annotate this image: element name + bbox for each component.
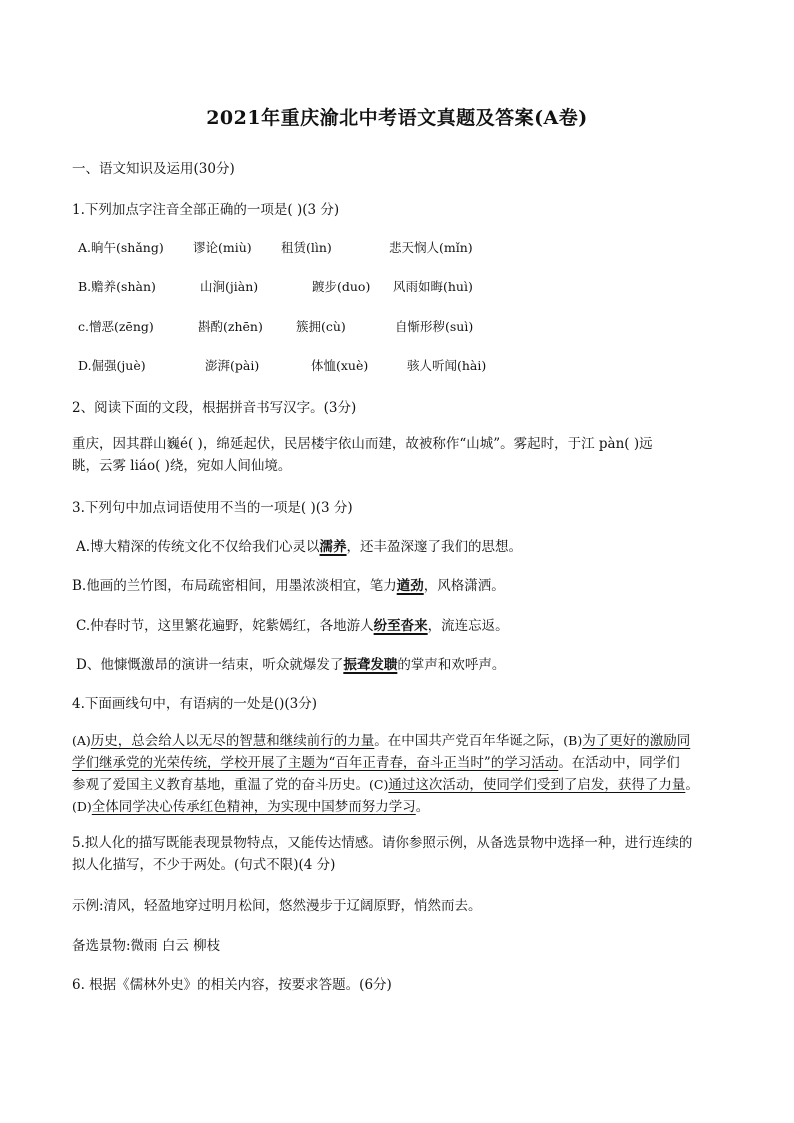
question-1-stem: 1.下列加点字注音全部正确的一项是( )(3 分) bbox=[72, 202, 340, 218]
question-2-passage-line-2: 眺，云雾 liáo( )绕，宛如人间仙境。 bbox=[72, 458, 292, 474]
option-a-keyword: 濡养 bbox=[319, 539, 347, 555]
option-b-4: 风雨如晦(huì) bbox=[393, 279, 473, 294]
option-a-text-end: ，还丰盈深邃了我们的思想。 bbox=[346, 539, 523, 555]
option-b-text: B.他画的兰竹图，布局疏密相间，用墨浓淡相宜，笔力 bbox=[72, 578, 397, 594]
question-2-stem: 2、阅读下面的文段，根据拼音书写汉字。(3分) bbox=[72, 400, 357, 416]
question-2-passage bbox=[72, 433, 724, 477]
option-d-text: D、他慷慨激昂的演讲一结束，听众就爆发了 bbox=[76, 657, 344, 673]
question-3-option-c bbox=[76, 614, 509, 634]
question-4-line-2 bbox=[72, 752, 724, 774]
plain-text: 。在活动中，同学们 bbox=[558, 755, 680, 771]
option-d-keyword: 振聋发聩 bbox=[343, 657, 398, 673]
question-5-line-1: 5.拟人化的描写既能表现景物特点，又能传达情感。请你参照示例，从备选景物中选择一种，进行连续的 bbox=[72, 835, 693, 851]
option-c-text-end: ，流连忘返。 bbox=[427, 618, 509, 634]
question-1-option-a bbox=[78, 238, 473, 256]
option-b-2: 山涧(jiàn) bbox=[200, 279, 259, 294]
underlined-sentence-d: 全体同学决心传承红色精神，为实现中国梦而努力学习 bbox=[91, 799, 416, 815]
option-a-1: A.晌午(shǎng) bbox=[78, 240, 164, 255]
plain-text: 。 bbox=[415, 799, 430, 815]
option-c-4: 自惭形秽(suì) bbox=[395, 319, 474, 334]
question-5-options: 备选景物:微雨 白云 柳枝 bbox=[72, 938, 221, 954]
question-4-line-1 bbox=[72, 730, 724, 752]
mark-d: (D) bbox=[72, 799, 92, 814]
option-d-2: 澎湃(pài) bbox=[205, 358, 260, 373]
underlined-sentence-a: 历史，总会给人以无尽的智慧和继续前行的力量 bbox=[90, 733, 375, 749]
option-c-1: c.憎恶(zēng) bbox=[78, 319, 154, 334]
question-4-stem: 4.下面画线句中，有语病的一处是()(3分) bbox=[72, 696, 318, 712]
underlined-sentence-b-cont: 学们继承党的光荣传统，学校开展了主题为“百年正青春，奋斗正当时”的学习活动 bbox=[72, 755, 559, 771]
mark-b: (B) bbox=[563, 733, 583, 748]
question-5-line-2: 拟人化描写，不少于两处。(句式不限)(4 分) bbox=[72, 857, 336, 873]
question-3-option-b bbox=[72, 574, 505, 594]
option-a-4: 悲天悯人(mǐn) bbox=[389, 240, 473, 255]
question-6-stem: 6. 根据《儒林外史》的相关内容，按要求答题。(6分) bbox=[72, 977, 392, 993]
option-b-text-end: ，风格潇洒。 bbox=[423, 578, 505, 594]
option-b-3: 踱步(duo) bbox=[312, 279, 371, 294]
option-d-3: 体恤(xuè) bbox=[311, 358, 369, 373]
page-title: 2021年重庆渝北中考语文真题及答案(A卷) bbox=[206, 107, 588, 129]
option-c-text: C.仲春时节，这里繁花遍野，姹紫嫣红，各地游人 bbox=[76, 618, 374, 634]
option-b-1: B.赡养(shàn) bbox=[78, 279, 156, 294]
option-d-1: D.倔强(juè) bbox=[78, 358, 146, 373]
underlined-sentence-b: 为了更好的激励同 bbox=[582, 733, 691, 749]
question-1-option-b bbox=[78, 277, 473, 295]
option-c-2: 斟酌(zhēn) bbox=[198, 319, 263, 334]
question-3-option-d bbox=[76, 653, 505, 673]
mark-a: (A) bbox=[72, 733, 91, 748]
option-a-text: A.博大精深的传统文化不仅给我们心灵以 bbox=[76, 539, 320, 555]
plain-text: 参观了爱国主义教育基地，重温了党的奋斗历史。 bbox=[72, 777, 369, 793]
option-a-3: 租赁(lìn) bbox=[281, 240, 332, 255]
underlined-sentence-c: 通过这次活动，使同学们受到了启发，获得了力量 bbox=[388, 777, 686, 793]
question-3-stem: 3.下列句中加点词语使用不当的一项是( )(3 分) bbox=[72, 500, 353, 516]
question-4-line-3 bbox=[72, 774, 724, 796]
plain-text: 。在中国共产党百年华诞之际， bbox=[374, 733, 564, 749]
question-1-option-c bbox=[78, 317, 473, 335]
question-5-example: 示例:清风，轻盈地穿过明月松间，悠然漫步于辽阔原野，悄然而去。 bbox=[72, 898, 482, 914]
question-1-option-d bbox=[78, 356, 486, 374]
mark-c: (C) bbox=[369, 777, 389, 792]
question-2-passage-line-1: 重庆，因其群山巍é( )，绵延起伏，民居楼宇依山而建，故被称作“山城”。雾起时，于江 pàn( )远 bbox=[72, 436, 653, 452]
option-c-keyword: 纷至沓来 bbox=[373, 618, 428, 634]
question-4-passage bbox=[72, 730, 724, 818]
plain-text: 。 bbox=[685, 777, 699, 793]
option-b-keyword: 遒劲 bbox=[396, 578, 424, 594]
option-d-text-end: 的掌声和欢呼声。 bbox=[397, 657, 506, 673]
option-d-4: 骇人听闻(hài) bbox=[407, 358, 487, 373]
section-heading: 一、语文知识及运用(30分) bbox=[72, 161, 235, 177]
question-3-option-a bbox=[76, 535, 522, 555]
question-4-line-4 bbox=[72, 796, 724, 818]
option-a-2: 谬论(miù) bbox=[193, 240, 252, 255]
question-5-stem bbox=[72, 832, 724, 876]
option-c-3: 簇拥(cù) bbox=[296, 319, 346, 334]
